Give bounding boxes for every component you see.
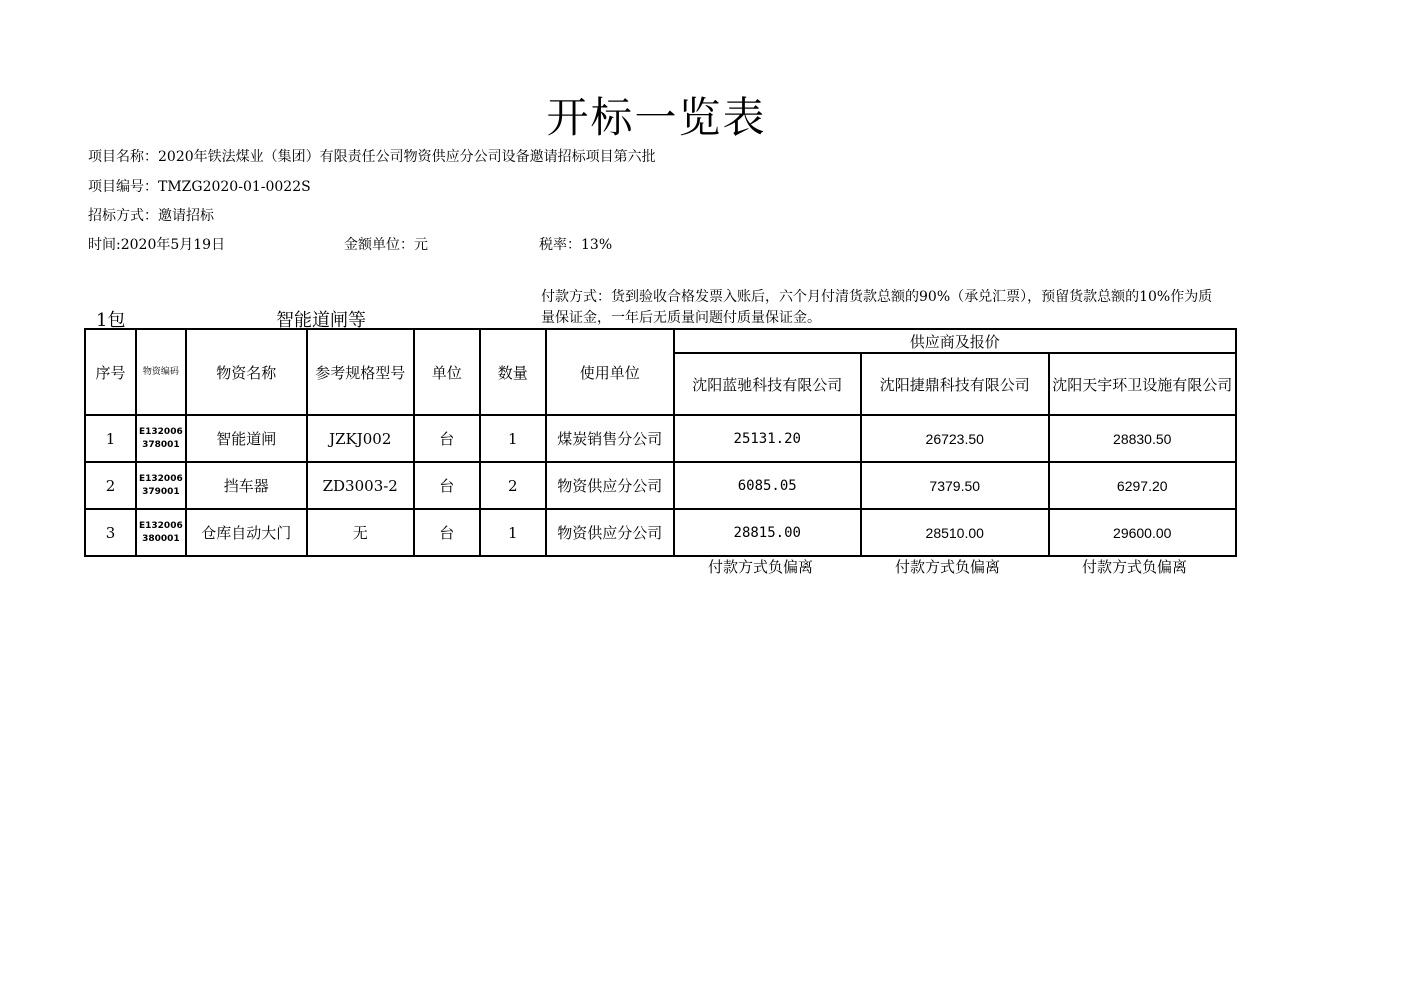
cell-price-supplier-1: 28815.00	[674, 509, 861, 556]
cell-unit: 台	[414, 509, 480, 556]
cell-code: E132006 379001	[136, 462, 186, 509]
cell-user: 物资供应分公司	[546, 509, 674, 556]
cell-qty: 1	[480, 415, 546, 462]
cell-spec: ZD3003-2	[307, 462, 414, 509]
cell-seq: 3	[85, 509, 136, 556]
cell-seq: 1	[85, 415, 136, 462]
cell-price-supplier-3: 6297.20	[1049, 462, 1236, 509]
currency-unit: 金额单位：元	[344, 237, 428, 253]
package-label: 1包	[96, 310, 126, 331]
cell-user: 煤炭销售分公司	[546, 415, 674, 462]
cell-price-supplier-3: 28830.50	[1049, 415, 1236, 462]
project-name: 项目名称：2020年铁法煤业（集团）有限责任公司物资供应分公司设备邀请招标项目第六批	[88, 149, 656, 165]
package-name: 智能道闸等	[276, 310, 366, 331]
cell-spec: JZKJ002	[307, 415, 414, 462]
cell-unit: 台	[414, 415, 480, 462]
project-number: 项目编号：TMZG2020-01-0022S	[88, 179, 311, 195]
supplier-2: 沈阳捷鼎科技有限公司	[861, 353, 1049, 415]
header-user: 使用单位	[546, 329, 674, 415]
header-row-top	[85, 329, 1236, 353]
table-row	[85, 509, 1236, 556]
supplier-1: 沈阳蓝驰科技有限公司	[674, 353, 861, 415]
bid-time: 时间:2020年5月19日	[88, 237, 226, 253]
supplier-3: 沈阳天宇环卫设施有限公司	[1049, 353, 1236, 415]
table-row	[85, 462, 1236, 509]
header-name: 物资名称	[186, 329, 307, 415]
header-unit: 单位	[414, 329, 480, 415]
cell-seq: 2	[85, 462, 136, 509]
cell-code: E132006 378001	[136, 415, 186, 462]
cell-price-supplier-1: 6085.05	[674, 462, 861, 509]
cell-name: 挡车器	[186, 462, 307, 509]
header-qty: 数量	[480, 329, 546, 415]
tax-rate: 税率：13%	[539, 237, 613, 253]
cell-spec: 无	[307, 509, 414, 556]
cell-price-supplier-2: 7379.50	[861, 462, 1049, 509]
deviation-supplier-2: 付款方式负偏离	[894, 558, 1000, 576]
cell-price-supplier-2: 26723.50	[861, 415, 1049, 462]
cell-unit: 台	[414, 462, 480, 509]
header-spec: 参考规格型号	[307, 329, 414, 415]
deviation-supplier-3: 付款方式负偏离	[1081, 558, 1187, 576]
table-row	[85, 415, 1236, 462]
bid-table	[84, 328, 1237, 557]
deviation-supplier-1: 付款方式负偏离	[707, 558, 813, 576]
cell-price-supplier-3: 29600.00	[1049, 509, 1236, 556]
header-suppliers-group: 供应商及报价	[674, 329, 1236, 353]
cell-price-supplier-1: 25131.20	[674, 415, 861, 462]
cell-qty: 1	[480, 509, 546, 556]
cell-name: 智能道闸	[186, 415, 307, 462]
header-code: 物资编码	[136, 329, 186, 415]
cell-code: E132006 380001	[136, 509, 186, 556]
payment-terms: 付款方式：货到验收合格发票入账后，六个月付清货款总额的90%（承兑汇票），预留货款总额的10%作为质量保证金，一年后无质量问题付质量保证金。	[541, 289, 1213, 326]
cell-name: 仓库自动大门	[186, 509, 307, 556]
bid-method: 招标方式：邀请招标	[88, 208, 214, 224]
page-title: 开标一览表	[546, 93, 767, 142]
cell-price-supplier-2: 28510.00	[861, 509, 1049, 556]
cell-qty: 2	[480, 462, 546, 509]
cell-user: 物资供应分公司	[546, 462, 674, 509]
header-seq: 序号	[85, 329, 136, 415]
